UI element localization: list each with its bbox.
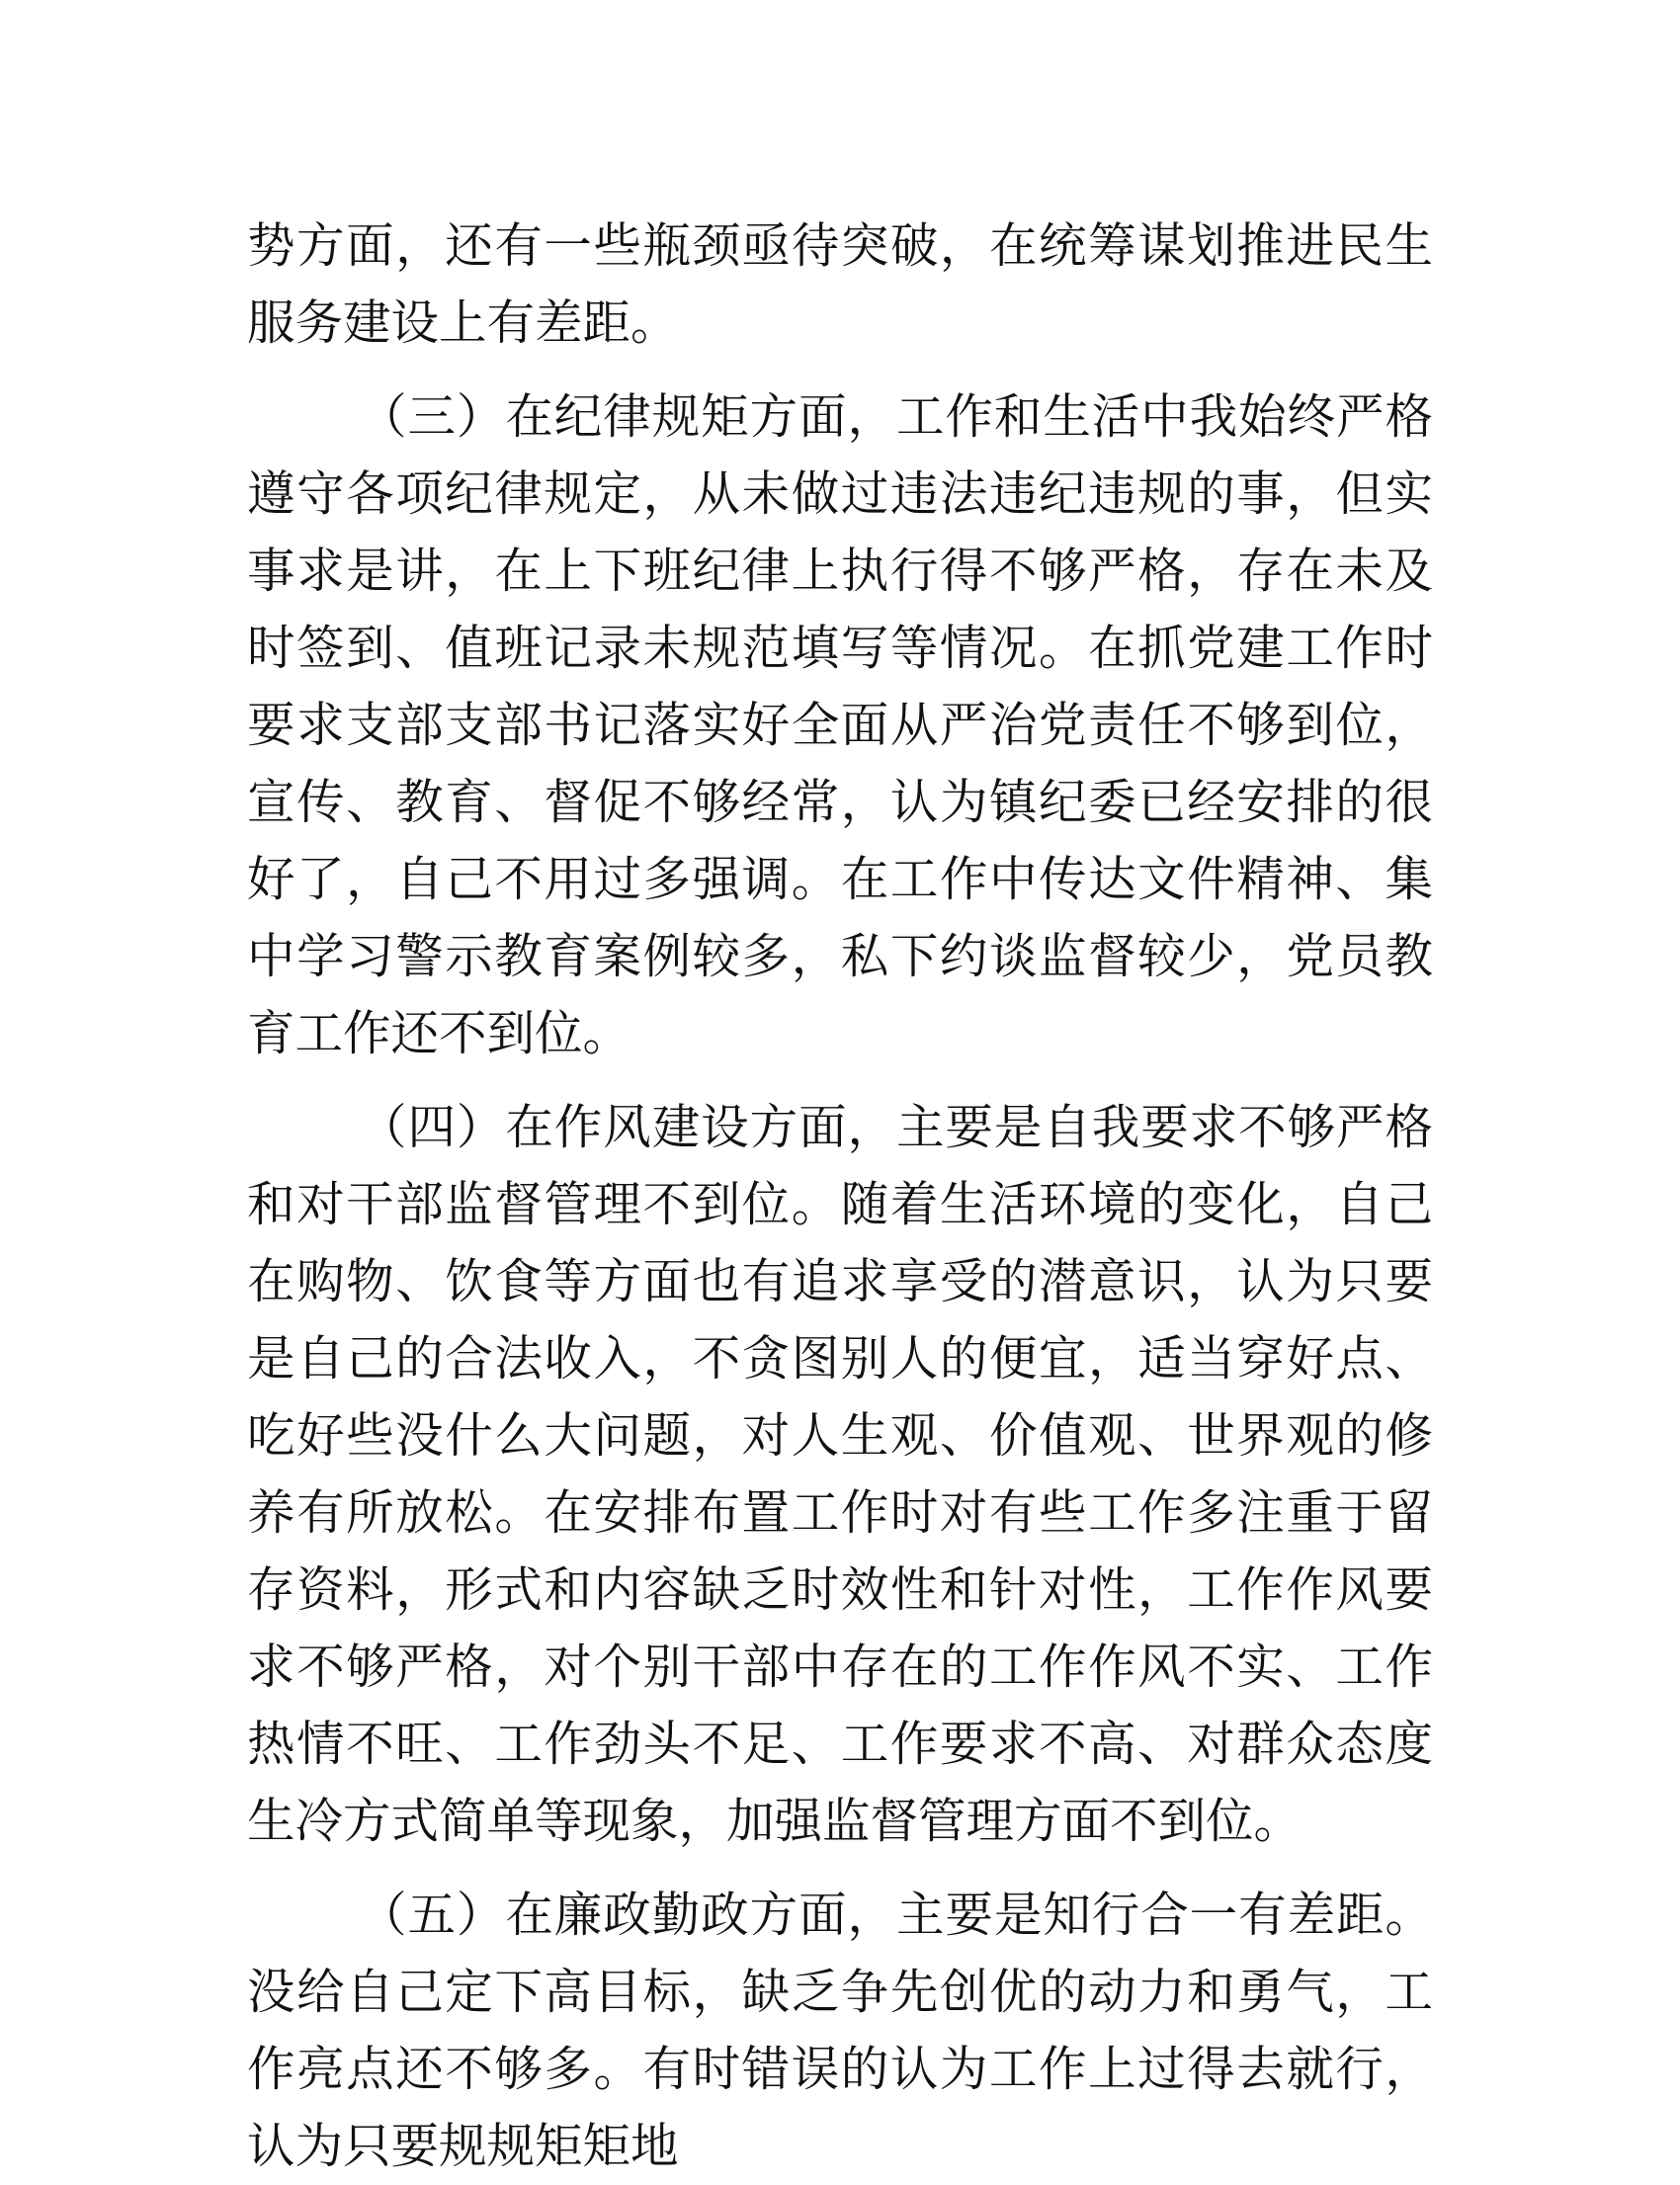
paragraph-section-5: （五）在廉政勤政方面，主要是知行合一有差距。没给自己定下高目标，缺乏争先创优的动力和勇气，工作亮点还不够多。有时错误的认为工作上过得去就行，认为只要规规矩矩地 xyxy=(247,1888,1433,2174)
paragraph-section-3: （三）在纪律规矩方面，工作和生活中我始终严格遵守各项纪律规定，从未做过违法违纪违规的事，但实事求是讲，在上下班纪律上执行得不够严格，存在未及时签到、值班记录未规范填写等情况。在抓党建工作时要求支部支部书记落实好全面从严治党责任不够到位，宣传、教育、督促不够经常，认为镇纪委已经安排的很好了，自己不用过多强调。在工作中传达文件精神、集中学习警示教育案例较多，私下约谈监督较少，党员教育工作还不到位。 xyxy=(247,389,1433,1061)
paragraph-continuation: 势方面，还有一些瓶颈亟待突破，在统筹谋划推进民生服务建设上有差距。 xyxy=(247,218,1433,351)
paragraph-gap xyxy=(247,1860,1433,1877)
paragraph-gap xyxy=(247,1072,1433,1089)
document-body xyxy=(247,208,1433,2185)
paragraph-gap xyxy=(247,362,1433,378)
paragraph-section-4: （四）在作风建设方面，主要是自我要求不够严格和对干部监督管理不到位。随着生活环境的变化，自己在购物、饮食等方面也有追求享受的潜意识，认为只要是自己的合法收入，不贪图别人的便宜，适当穿好点、吃好些没什么大问题，对人生观、价值观、世界观的修养有所放松。在安排布置工作时对有些工作多注重于留存资料，形式和内容缺乏时效性和针对性，工作作风要求不够严格，对个别干部中存在的工作作风不实、工作热情不旺、工作劲头不足、工作要求不高、对群众态度生冷方式简单等现象，加强监督管理方面不到位。 xyxy=(247,1100,1433,1849)
